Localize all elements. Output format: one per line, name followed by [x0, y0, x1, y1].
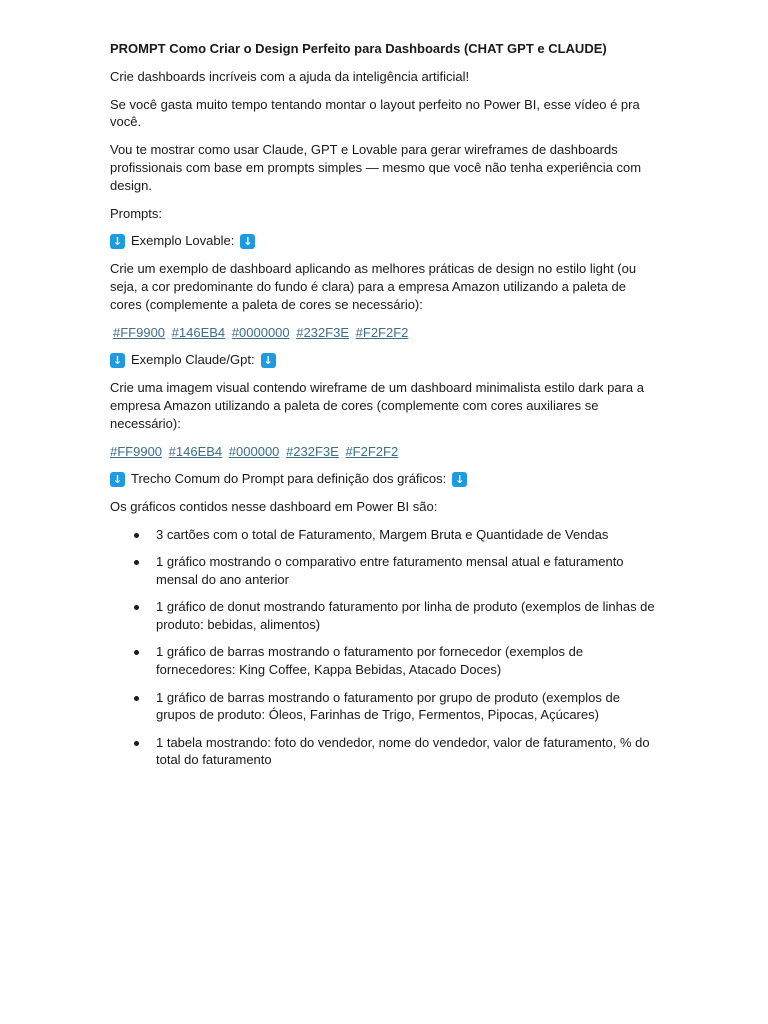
claude-heading-label: Exemplo Claude/Gpt: — [131, 352, 255, 368]
arrow-down-icon: ↓ — [110, 234, 125, 249]
color-link[interactable]: #232F3E — [286, 443, 339, 459]
lovable-prompt-text: Crie um exemplo de dashboard aplicando as melhores práticas de design no estilo light (ou seja, a cor predominante do fundo é clara) para a empresa Amazon utilizando a paleta de cores (complemente a paleta de cores se necessário): — [110, 261, 637, 312]
list-item: 1 gráfico de barras mostrando o faturamento por grupo de produto (exemplos de grupos de produto: Óleos, Farinhas de Trigo, Fermentos, Pipocas, Açúcares) — [110, 689, 660, 725]
arrow-down-icon: ↓ — [110, 472, 125, 487]
chart-list — [110, 526, 660, 769]
intro-paragraph: Vou te mostrar como usar Claude, GPT e Lovable para gerar wireframes de dashboards profissionais com base em prompts simples — mesmo que você não tenha experiência com design. — [110, 142, 642, 193]
lovable-heading-label: Exemplo Lovable: — [131, 233, 235, 249]
color-link[interactable]: #232F3E — [296, 324, 350, 340]
color-link[interactable]: #F2F2F2 — [355, 324, 409, 340]
color-link[interactable]: #FF9900 — [110, 443, 163, 459]
list-item: 1 tabela mostrando: foto do vendedor, nome do vendedor, valor de faturamento, % do total do faturamento — [110, 734, 660, 770]
claude-heading — [110, 351, 660, 369]
lovable-heading — [110, 232, 660, 250]
common-heading — [110, 470, 660, 488]
intro-paragraph: Se você gasta muito tempo tentando montar o layout perfeito no Power BI, esse vídeo é pra você. — [110, 96, 640, 130]
arrow-down-icon: ↓ — [452, 472, 467, 487]
prompts-label: Prompts: — [110, 205, 163, 221]
list-item: 1 gráfico de barras mostrando o faturamento por fornecedor (exemplos de fornecedores: King Coffee, Kappa Bebidas, Atacado Doces) — [110, 643, 660, 679]
color-link[interactable]: #000000 — [228, 443, 280, 459]
claude-color-palette — [110, 443, 660, 461]
arrow-down-icon: ↓ — [240, 234, 255, 249]
document-body — [110, 40, 660, 779]
color-link[interactable]: #0000000 — [231, 324, 290, 340]
color-link[interactable]: #FF9900 — [113, 324, 166, 340]
claude-prompt-text: Crie uma imagem visual contendo wireframe de um dashboard minimalista estilo dark para a empresa Amazon utilizando a paleta de cores (complemente com cores auxiliares se necessário): — [110, 380, 644, 431]
intro-paragraph: Crie dashboards incríveis com a ajuda da inteligência artificial! — [110, 68, 470, 84]
arrow-down-icon: ↓ — [110, 353, 125, 368]
arrow-down-icon: ↓ — [261, 353, 276, 368]
lovable-color-palette — [110, 324, 660, 342]
list-item: 1 gráfico mostrando o comparativo entre faturamento mensal atual e faturamento mensal do ano anterior — [110, 553, 660, 589]
color-link[interactable]: #146EB4 — [171, 324, 226, 340]
list-item: 3 cartões com o total de Faturamento, Margem Bruta e Quantidade de Vendas — [110, 526, 660, 544]
common-prompt-text: Os gráficos contidos nesse dashboard em Power BI são: — [110, 499, 438, 515]
list-item: 1 gráfico de donut mostrando faturamento por linha de produto (exemplos de linhas de produto: bebidas, alimentos) — [110, 598, 660, 634]
color-link[interactable]: #F2F2F2 — [345, 443, 399, 459]
common-heading-label: Trecho Comum do Prompt para definição dos gráficos: — [131, 471, 447, 487]
color-link[interactable]: #146EB4 — [168, 443, 223, 459]
document-title: PROMPT Como Criar o Design Perfeito para Dashboards (CHAT GPT e CLAUDE) — [110, 41, 607, 56]
